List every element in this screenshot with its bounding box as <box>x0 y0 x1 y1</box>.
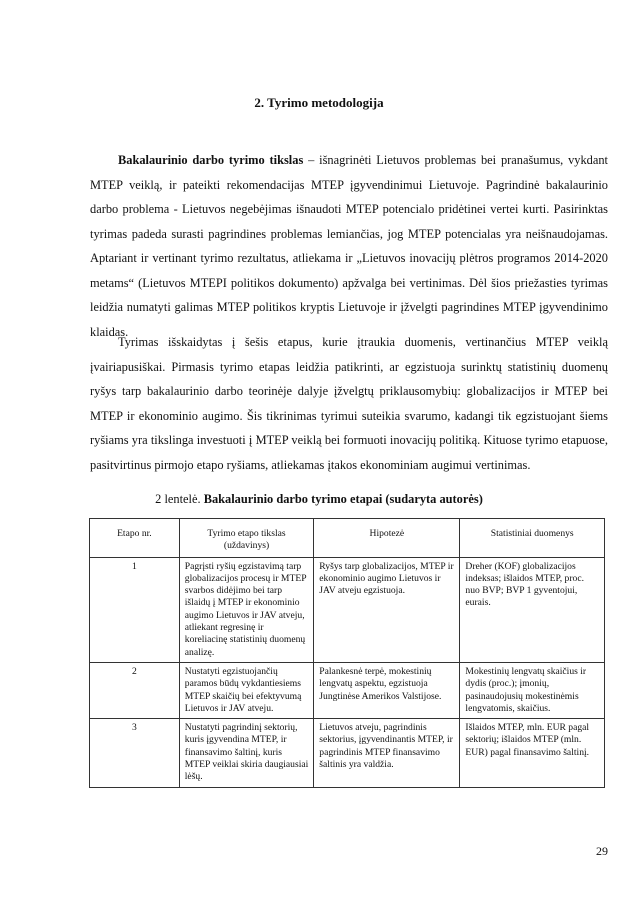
cell-stage-goal: Nustatyti egzistuojančių paramos būdų vykdantiesiems MTEP skaičių bei efektyvumą Lietuvos ir JAV atveju. <box>179 662 314 718</box>
research-aim-lead: Bakalaurinio darbo tyrimo tikslas <box>118 153 304 167</box>
cell-statistical-data: Mokestinių lengvatų skaičius ir dydis (proc.); įmonių, pasinaudojusių mokestinėmis lengvatomis, skaičius. <box>460 662 605 718</box>
table-caption <box>0 492 638 507</box>
cell-stage-goal: Pagrįsti ryšių egzistavimą tarp globalizacijos procesų ir MTEP svarbos didėjimo bei tarp išlaidų į MTEP ir ekonominio augimo Lietuvos ir JAV atveju, atliekant regresinę ir koreliacinę statistinių duomenų analizę. <box>179 557 314 662</box>
section-heading: 2. Tyrimo metodologija <box>254 95 384 110</box>
cell-hypothesis: Lietuvos atveju, pagrindinis sektorius, įgyvendinantis MTEP, ir pagrindinis MTEP finansavimo šaltinis yra valdžia. <box>314 719 460 787</box>
cell-stage-number: 1 <box>90 557 180 662</box>
table-row <box>90 719 605 787</box>
header-stage-goal: Tyrimo etapo tikslas (uždavinys) <box>179 519 314 558</box>
cell-statistical-data: Išlaidos MTEP, mln. EUR pagal sektorių; išlaidos MTEP (mln. EUR) pagal finansavimo šaltinį. <box>460 719 605 787</box>
table-row <box>90 557 605 662</box>
research-aim-text: – išnagrinėti Lietuvos problemas bei pranašumus, vykdant MTEP veiklą, ir pateikti rekomendacijas MTEP įgyvendinimui Lietuvoje. Pagrindinė bakalaurinio darbo problema - Lietuvos negebėjimas išnaudoti MTEP potencialo pridėtinei vertei kurti. Pasirinktas tyrimas padeda surasti pagrindines problemas lemiančias, jog MTEP potencialas yra neišnaudojamas. Aptariant ir vertinant tyrimo rezultatus, atliekama ir „Lietuvos inovacijų plėtros programos 2014-2020 metams“ (Lietuvos MTEPI politikos dokumento) apžvalga bei vertinimas. Dėl šios priežasties tyrimas leidžia numatyti galimas MTEP politikos kryptis Lietuvoje ir įžvelgti pagrindines MTEP įgyvendinimo klaidas. <box>90 153 608 339</box>
cell-stage-goal: Nustatyti pagrindinį sektorių, kuris įgyvendina MTEP, ir finansavimo šaltinį, kuris MTEP veiklai skiria daugiausiai lėšų. <box>179 719 314 787</box>
header-statistical-data: Statistiniai duomenys <box>460 519 605 558</box>
paragraph-research-aim <box>90 148 608 344</box>
cell-stage-number: 2 <box>90 662 180 718</box>
table-header-row <box>90 519 605 558</box>
page-number: 29 <box>596 844 608 858</box>
table-caption-prefix: 2 lentelė. <box>155 492 204 506</box>
research-stages-text: Tyrimas išskaidytas į šešis etapus, kurie įtraukia duomenis, vertinančius MTEP veiklą įvairiapusiškai. Pirmasis tyrimo etapas leidžia patikrinti, ar egzistuoja surinktų statistinių duomenų ryšys tarp bakalaurinio darbo teorinėje dalyje įžvelgtų priklausomybių: globalizacijos ir MTEP bei MTEP ir ekonominio augimo. Šis tikrinimas tyrimui suteikia svarumo, kadangi tik egzistuojant šiems ryšiams yra tikslinga investuoti į MTEP veiklą bei formuoti inovacijų politiką. Kituose tyrimo etapuose, pasitvirtinus pirmojo etapo ryšiams, atliekamas įtakos ekonominiam augimui vertinimas. <box>90 335 608 472</box>
header-stage-number: Etapo nr. <box>90 519 180 558</box>
cell-stage-number: 3 <box>90 719 180 787</box>
cell-hypothesis: Palankesnė terpė, mokestinių lengvatų aspektu, egzistuoja Jungtinėse Amerikos Valstijose. <box>314 662 460 718</box>
paragraph-research-stages <box>90 330 608 477</box>
research-stages-table <box>89 518 605 788</box>
table-caption-title: Bakalaurinio darbo tyrimo etapai (sudaryta autorės) <box>203 492 483 506</box>
table-row <box>90 662 605 718</box>
cell-hypothesis: Ryšys tarp globalizacijos, MTEP ir ekonominio augimo Lietuvos ir JAV atveju egzistuoja. <box>314 557 460 662</box>
header-hypothesis: Hipotezė <box>314 519 460 558</box>
cell-statistical-data: Dreher (KOF) globalizacijos indeksas; išlaidos MTEP, proc. nuo BVP; BVP 1 gyventojui, eurais. <box>460 557 605 662</box>
